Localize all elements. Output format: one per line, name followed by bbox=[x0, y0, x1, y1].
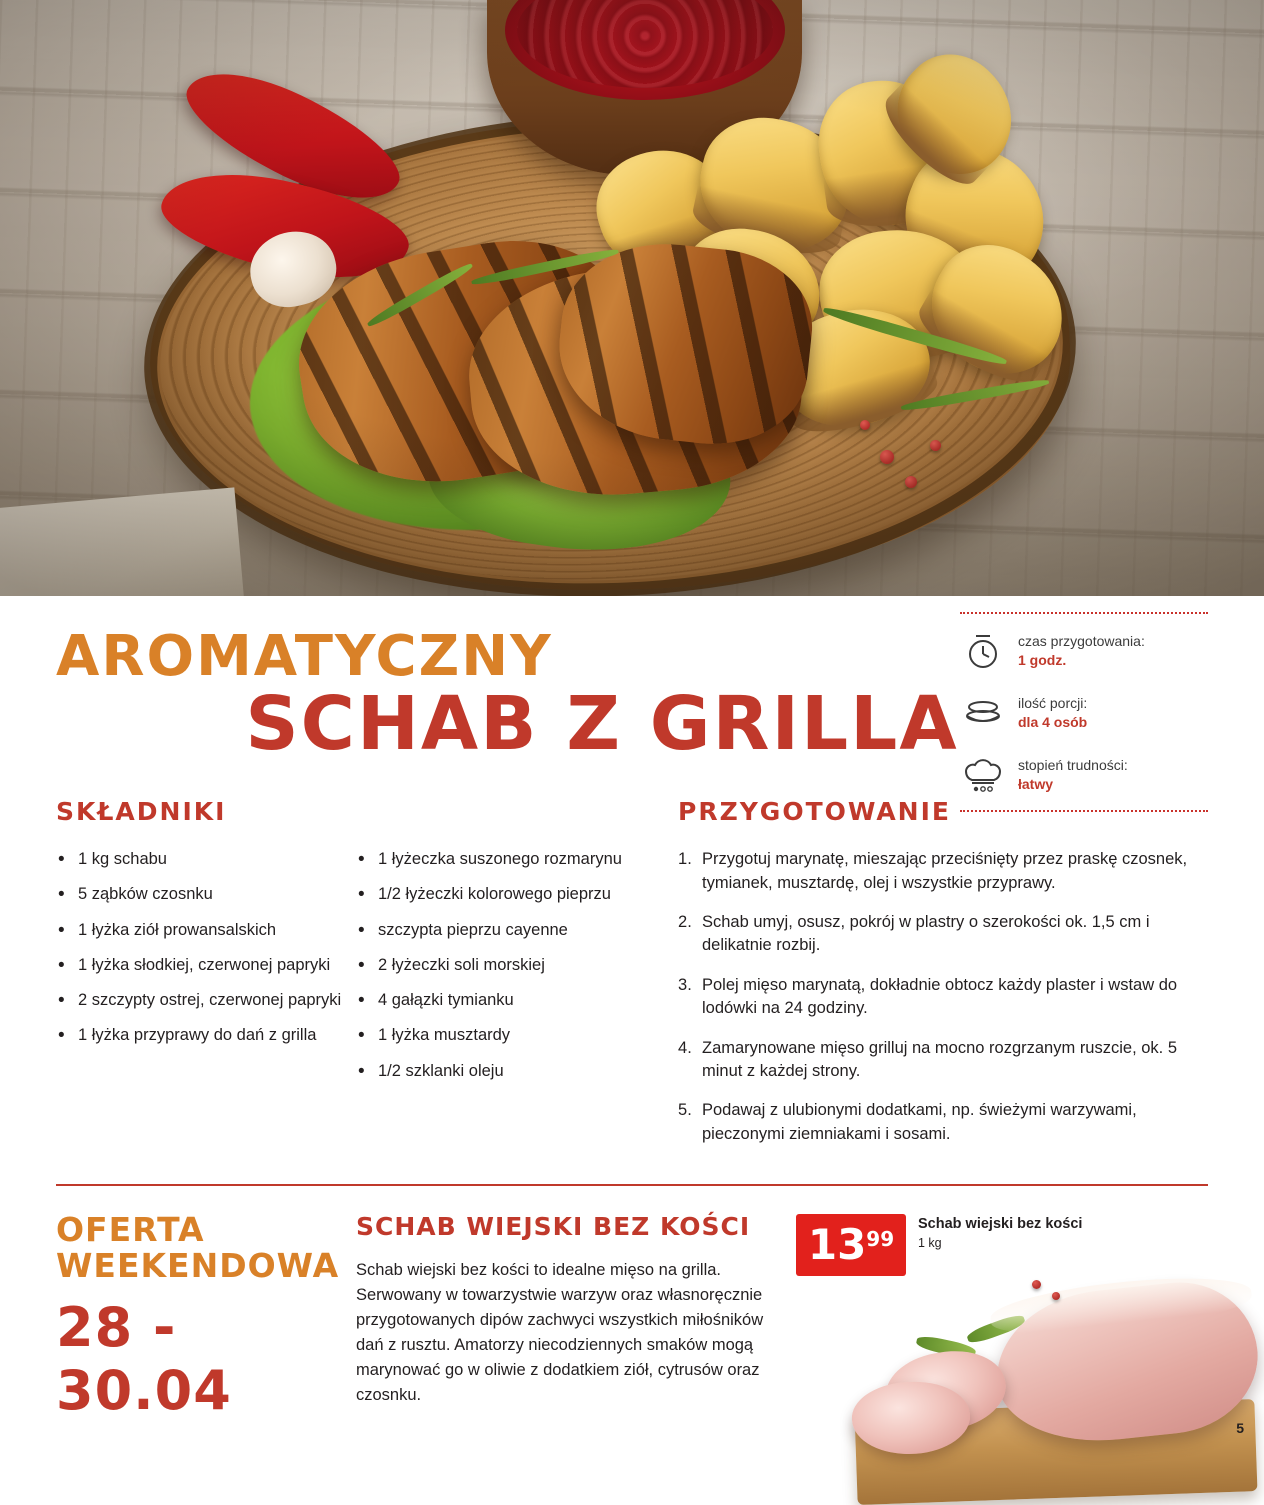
list-item: • 1 łyżka ziół prowansalskich bbox=[56, 919, 356, 941]
list-item: • 1 łyżka przyprawy do dań z grilla bbox=[56, 1024, 356, 1046]
portions-icon bbox=[960, 690, 1006, 736]
preparation-heading: PRZYGOTOWANIE bbox=[678, 797, 951, 827]
offer-product-block bbox=[786, 1212, 1208, 1424]
meta-text-time bbox=[1018, 632, 1145, 670]
weekend-offer-section bbox=[56, 1212, 1208, 1424]
list-item: • 1/2 łyżeczki kolorowego pieprzu bbox=[356, 883, 656, 905]
meta-text-portions bbox=[1018, 694, 1087, 732]
offer-kicker-line2: WEEKENDOWA bbox=[56, 1245, 340, 1285]
clock-icon bbox=[960, 628, 1006, 674]
list-item: • 1/2 szklanki oleju bbox=[356, 1060, 656, 1082]
page-number: 5 bbox=[1236, 1420, 1244, 1436]
meta-row-difficulty bbox=[960, 752, 1208, 798]
meta-value-time: 1 godz. bbox=[1018, 652, 1067, 668]
offer-kicker-line1: OFERTA bbox=[56, 1210, 205, 1250]
recipe-title-line2: SCHAB Z GRILLA bbox=[245, 681, 959, 768]
meta-label-portions: ilość porcji: bbox=[1018, 695, 1088, 712]
list-item: • 2 szczypty ostrej, czerwonej papryki bbox=[56, 989, 356, 1011]
ingredients-list-1 bbox=[56, 848, 356, 1095]
list-item: • 1 łyżeczka suszonego rozmarynu bbox=[356, 848, 656, 870]
list-item: • 1 łyżka słodkiej, czerwonej papryki bbox=[56, 954, 356, 976]
preparation-section bbox=[656, 797, 1208, 1162]
list-item: • 1 łyżka musztardy bbox=[356, 1024, 656, 1046]
price-integer: 13 bbox=[807, 1220, 867, 1270]
list-item: Przygotuj marynatę, mieszając przeciśnięty przez praskę czosnek, tymianek, musztardę, olej i wszystkie przyprawy. bbox=[702, 850, 1188, 892]
price-decimal: 99 bbox=[866, 1227, 895, 1252]
offer-headline bbox=[56, 1212, 356, 1424]
list-item: Podawaj z ulubionymi dodatkami, np. świeżymi warzywami, pieczonymi ziemniakami i sosami. bbox=[702, 1101, 1137, 1143]
ingredients-heading: SKŁADNIKI bbox=[56, 797, 227, 827]
meta-row-portions bbox=[960, 690, 1208, 736]
list-item: • 5 ząbków czosnku bbox=[56, 883, 356, 905]
ingredients-list-2 bbox=[356, 848, 656, 1095]
peppercorn bbox=[1032, 1280, 1041, 1289]
offer-description: Schab wiejski bez kości to idealne mięso na grilla. Serwowany w towarzystwie warzyw oraz własnoręcznie przygotowanych dipów zachwyci wszystkich miłośników dań z rusztu. Amatorzy niecodziennych smaków mogą marynować go w oliwie z dodatkiem ziół, cytrusów oraz czosnku. bbox=[356, 1260, 764, 1405]
meta-row-time bbox=[960, 628, 1208, 674]
meta-label-time: czas przygotowania: bbox=[1018, 633, 1145, 650]
product-name: Schab wiejski bez kości bbox=[918, 1216, 1083, 1233]
list-item: • 1 kg schabu bbox=[56, 848, 356, 870]
meta-label-difficulty: stopień trudności: bbox=[1018, 757, 1128, 774]
hero-photo bbox=[0, 0, 1264, 596]
ingredients-section bbox=[56, 797, 656, 1162]
recipe-title-line1: AROMATYCZNY bbox=[56, 624, 553, 689]
recipe-content bbox=[0, 596, 1264, 1425]
product-photo bbox=[846, 1256, 1264, 1492]
section-divider bbox=[56, 1184, 1208, 1186]
offer-kicker bbox=[56, 1212, 356, 1283]
ingredients-lists bbox=[56, 848, 656, 1095]
list-item: • 2 łyżeczki soli morskiej bbox=[356, 954, 656, 976]
list-item: Polej mięso marynatą, dokładnie obtocz każdy plaster i wstaw do lodówki na 24 godziny. bbox=[702, 975, 1178, 1018]
list-item: • szczypta pieprzu cayenne bbox=[356, 919, 656, 941]
chef-hat-icon bbox=[960, 752, 1006, 798]
offer-dates: 28 - 30.04 bbox=[56, 1295, 232, 1422]
offer-product-title: SCHAB WIEJSKI BEZ KOŚCI bbox=[356, 1212, 751, 1242]
recipe-meta-panel bbox=[960, 612, 1208, 812]
recipe-columns bbox=[56, 797, 1208, 1162]
product-unit: 1 kg bbox=[918, 1236, 942, 1251]
photo-vignette bbox=[0, 0, 1264, 596]
list-item: Zamarynowane mięso grilluj na mocno rozgrzanym ruszcie, ok. 5 minut z każdej strony. bbox=[702, 1038, 1178, 1081]
meta-text-difficulty bbox=[1018, 756, 1128, 794]
preparation-steps bbox=[678, 848, 1208, 1146]
meta-value-difficulty: łatwy bbox=[1018, 776, 1054, 792]
offer-copy bbox=[356, 1212, 786, 1424]
list-item: Schab umyj, osusz, pokrój w plastry o szerokości ok. 1,5 cm i delikatnie rozbij. bbox=[702, 912, 1150, 955]
meta-value-portions: dla 4 osób bbox=[1018, 714, 1088, 730]
list-item: • 4 gałązki tymianku bbox=[356, 989, 656, 1011]
